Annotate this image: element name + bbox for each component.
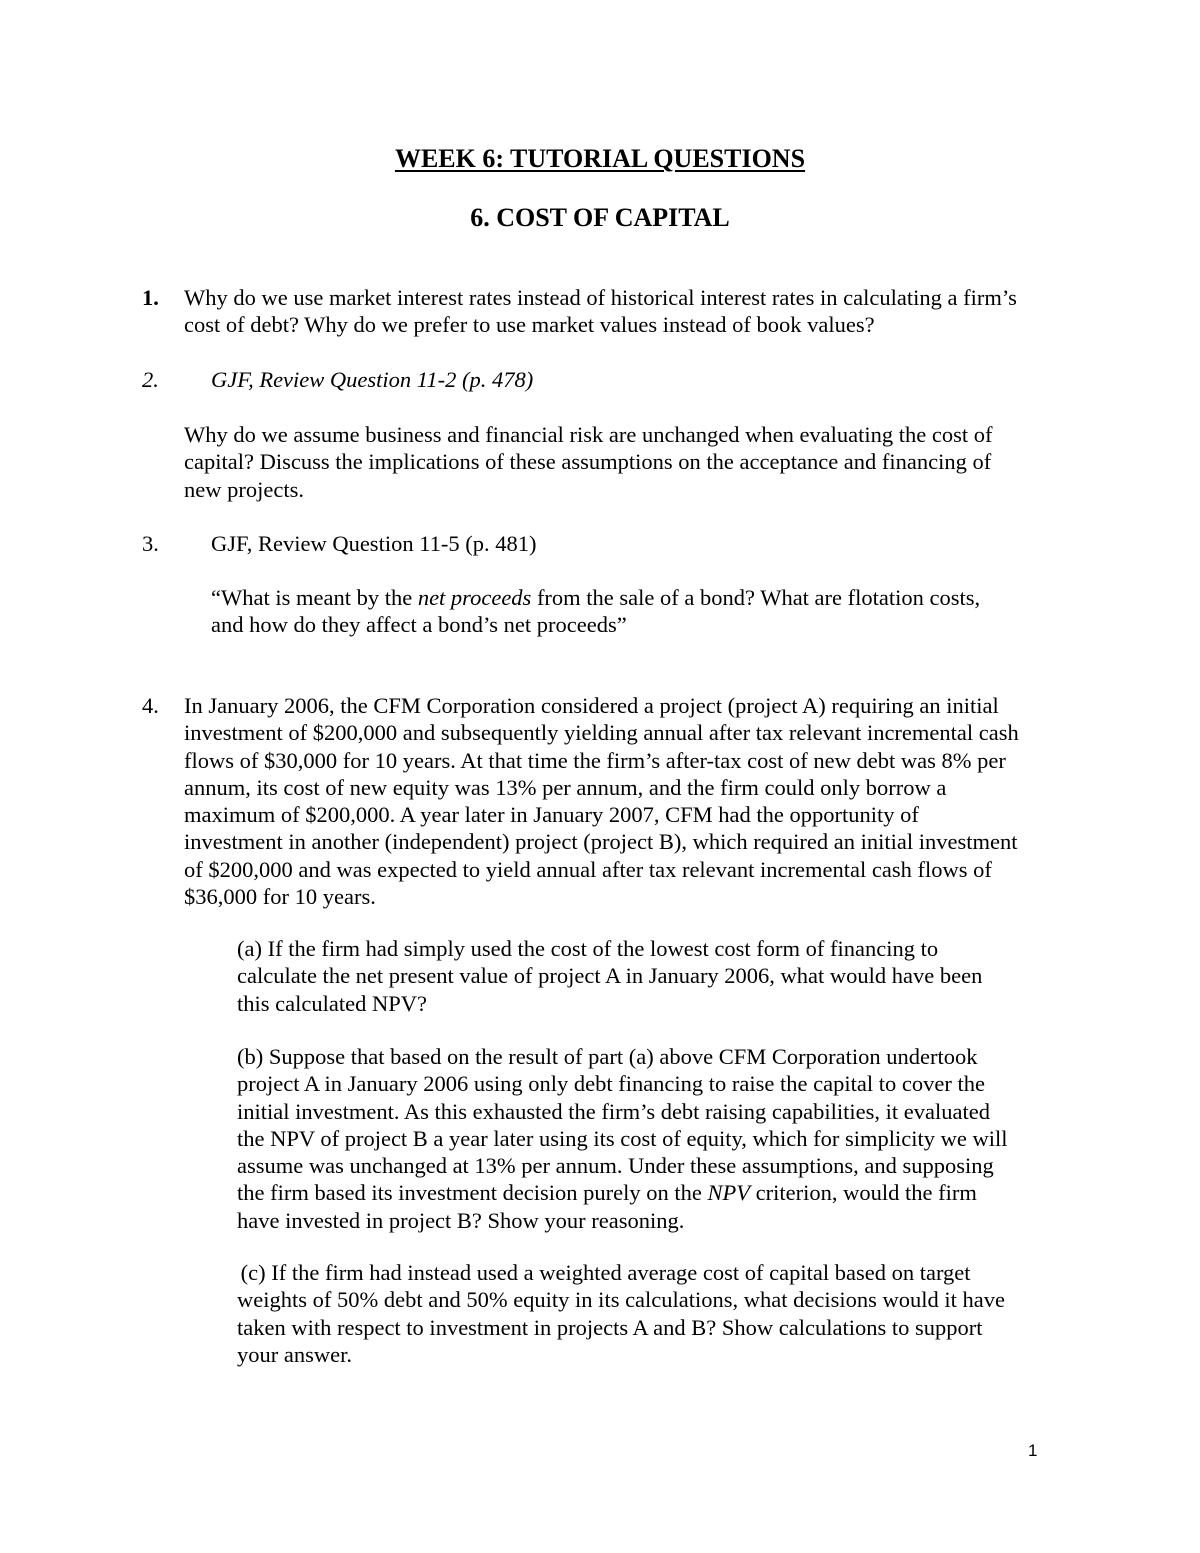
question-4-line: investment in another (independent) project (project B), which required an initial investment <box>184 829 1018 855</box>
question-4-line: of $200,000 and was expected to yield annual after tax relevant incremental cash flows of <box>184 856 992 882</box>
part-c-line: (c) If the firm had instead used a weighted average cost of capital based on target <box>235 1260 971 1285</box>
question-2-number: 2. <box>142 367 159 392</box>
part-b-emphasis: NPV <box>707 1180 751 1206</box>
question-4-line: investment of $200,000 and subsequently yielding annual after tax relevant incremental cash <box>184 720 1019 746</box>
question-1-line: cost of debt? Why do we prefer to use market values instead of book values? <box>184 312 875 338</box>
question-4-part-c <box>235 1259 1085 1368</box>
question-3-quote-line <box>211 584 980 611</box>
question-2-reference: GJF, Review Question 11-2 (p. 478) <box>211 367 534 392</box>
question-1-text <box>184 284 1084 339</box>
quote-text: from the sale of a bond? What are flotation costs, <box>531 585 981 610</box>
part-a-line: this calculated NPV? <box>237 990 427 1016</box>
question-4-text <box>184 692 1084 910</box>
part-b-text: criterion, would the firm <box>750 1180 977 1206</box>
question-4-line: $36,000 for 10 years. <box>184 884 376 910</box>
question-4-line: annum, its cost of new equity was 13% per annum, and the firm could only borrow a <box>184 774 947 800</box>
question-4-number: 4. <box>142 693 159 718</box>
part-b-line: (b) Suppose that based on the result of part (a) above CFM Corporation undertook <box>237 1044 978 1069</box>
question-4-line: In January 2006, the CFM Corporation considered a project (project A) requiring an initial <box>184 693 999 718</box>
part-c-line: your answer. <box>237 1341 352 1367</box>
page-number: 1 <box>1028 1441 1038 1460</box>
part-c-line: weights of 50% debt and 50% equity in its calculations, what decisions would it have <box>237 1287 1005 1313</box>
part-b-text: the firm based its investment decision purely on the <box>237 1180 708 1206</box>
question-2-line: new projects. <box>184 476 304 502</box>
question-3-quote <box>211 584 980 639</box>
part-b-line: initial investment. As this exhausted the firm’s debt raising capabilities, it evaluated <box>237 1098 990 1124</box>
quote-text: “What is meant by the <box>211 585 418 610</box>
part-a-line: calculate the net present value of project A in January 2006, what would have been <box>237 963 983 989</box>
question-1-number: 1. <box>142 285 159 310</box>
question-2-line: capital? Discuss the implications of these assumptions on the acceptance and financing of <box>184 449 992 475</box>
question-4-part-a <box>237 935 1087 1017</box>
part-b-line: have invested in project B? Show your reasoning. <box>237 1207 685 1233</box>
question-4-line: flows of $30,000 for 10 years. At that time the firm’s after-tax cost of new debt was 8% per <box>184 747 1006 773</box>
question-4-line: maximum of $200,000. A year later in January 2007, CFM had the opportunity of <box>184 802 919 828</box>
question-1-line: Why do we use market interest rates instead of historical interest rates in calculating a firm’s <box>184 285 1017 310</box>
part-b-line <box>237 1179 1087 1206</box>
question-3-quote-line: and how do they affect a bond’s net proceeds” <box>211 612 627 638</box>
question-3-reference: GJF, Review Question 11-5 (p. 481) <box>211 531 537 556</box>
question-3-number: 3. <box>142 531 159 556</box>
page-title: WEEK 6: TUTORIAL QUESTIONS <box>394 144 806 173</box>
question-2-line: Why do we assume business and financial risk are unchanged when evaluating the cost of <box>184 422 993 447</box>
part-b-line: the NPV of project B a year later using its cost of equity, which for simplicity we will <box>237 1125 1008 1151</box>
part-a-line: (a) If the firm had simply used the cost of the lowest cost form of financing to <box>237 936 939 961</box>
part-b-line: project A in January 2006 using only debt financing to raise the capital to cover the <box>237 1071 985 1097</box>
part-b-line: assume was unchanged at 13% per annum. Under these assumptions, and supposing <box>237 1153 994 1179</box>
question-4-part-b <box>237 1043 1087 1234</box>
part-c-line: taken with respect to investment in projects A and B? Show calculations to support <box>237 1314 983 1340</box>
quote-emphasis: net proceeds <box>417 585 532 610</box>
question-2-text <box>184 421 1084 503</box>
section-title: 6. COST OF CAPITAL <box>470 203 730 232</box>
